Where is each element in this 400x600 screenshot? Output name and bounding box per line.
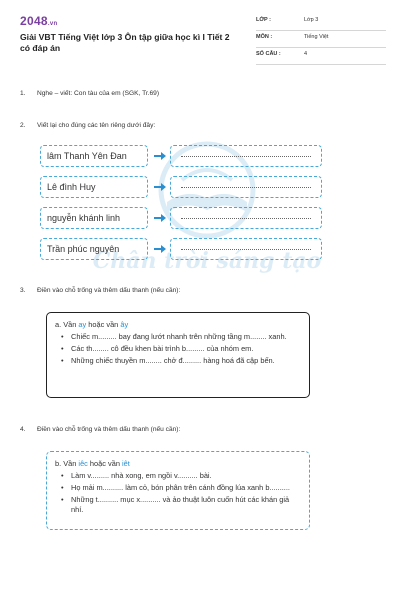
meta-row-count — [256, 48, 386, 65]
meta-label: MÔN : — [256, 34, 273, 40]
dotted-line — [181, 249, 311, 250]
document-title: Giải VBT Tiếng Việt lớp 3 Ôn tập giữa học kì I Tiết 2 có đáp án — [20, 32, 230, 53]
rhyme-2: ây — [120, 320, 129, 329]
meta-value: Lớp 3 — [304, 17, 319, 23]
question-4 — [20, 426, 180, 433]
name-box: nguyễn khánh linh — [40, 207, 148, 229]
question-number: 4. — [20, 426, 26, 433]
dotted-line — [181, 156, 311, 157]
dotted-line — [181, 218, 311, 219]
question-number: 1. — [20, 90, 26, 97]
question-2 — [20, 122, 155, 129]
heading-mid: hoặc vần — [87, 459, 122, 468]
name-box: Trần phúc nguyên — [40, 238, 148, 260]
question-3 — [20, 287, 180, 294]
exercise-heading — [55, 320, 301, 330]
meta-value: 4 — [304, 51, 308, 57]
meta-row-subject — [256, 31, 386, 48]
arrow-right-icon — [153, 151, 167, 161]
answer-field[interactable] — [170, 176, 322, 198]
rhyme-1: iêc — [78, 459, 88, 468]
exercise-heading — [55, 459, 301, 469]
exercise-box-b — [46, 451, 310, 530]
list-item: • Chiếc m......... bay đang lướt nhanh trên những tầng m........ xanh. — [55, 332, 301, 342]
question-text: Viết lại cho đúng các tên riêng dưới đây: — [37, 122, 156, 129]
name-box: Lê đình Huy — [40, 176, 148, 198]
rhyme-2: iêt — [121, 459, 130, 468]
meta-label: SỐ CÂU : — [256, 51, 281, 57]
name-row-1 — [40, 145, 322, 167]
rhyme-1: ay — [78, 320, 87, 329]
question-text: Điền vào chỗ trống và thêm dấu thanh (nếu cần): — [37, 426, 181, 433]
document-header — [20, 14, 385, 74]
list-item: • Các th........ cô đều khen bài trình b......... của nhóm em. — [55, 344, 301, 354]
site-logo[interactable] — [20, 14, 57, 28]
meta-table — [256, 14, 386, 65]
answer-field[interactable] — [170, 238, 322, 260]
answer-field[interactable] — [170, 145, 322, 167]
exercise-box-a — [46, 312, 310, 398]
name-row-4 — [40, 238, 322, 260]
meta-value: Tiếng Việt — [304, 34, 329, 40]
name-row-2 — [40, 176, 322, 198]
dotted-line — [181, 187, 311, 188]
arrow-right-icon — [153, 182, 167, 192]
question-text: Điền vào chỗ trống và thêm dấu thanh (nếu cần): — [37, 287, 181, 294]
exercise-list — [55, 471, 301, 515]
list-item: • Họ mải m.......... làm cỏ, bón phân trên cánh đồng lúa xanh b.......... — [55, 483, 301, 493]
exercise-list — [55, 332, 301, 366]
meta-row-grade — [256, 14, 386, 31]
watermark-text: Chân trời sáng tạo — [92, 248, 322, 274]
logo-main: 2048 — [20, 14, 48, 28]
logo-suffix: .vn — [47, 21, 58, 27]
heading-mid: hoặc vần — [86, 320, 121, 329]
arrow-right-icon — [153, 244, 167, 254]
list-item: • Những chiếc thuyền m........ chở đ......... hàng hoá đã cập bến. — [55, 356, 301, 366]
name-row-3 — [40, 207, 322, 229]
list-item: • Làm v......... nhà xong, em ngồi v.......... bài. — [55, 471, 301, 481]
heading-prefix: b. Vần — [55, 459, 79, 468]
question-number: 2. — [20, 122, 26, 129]
question-number: 3. — [20, 287, 26, 294]
answer-field[interactable] — [170, 207, 322, 229]
name-box: lâm Thanh Yên Đan — [40, 145, 148, 167]
meta-label: LỚP : — [256, 17, 271, 23]
question-text: Nghe – viết: Con tàu của em (SGK, Tr.69) — [37, 90, 160, 97]
question-1 — [20, 90, 159, 97]
list-item: • Những t.......... mục x.......... và ảo thuật luôn cuốn hút các khán giả nhí. — [55, 495, 301, 515]
arrow-right-icon — [153, 213, 167, 223]
heading-prefix: a. Vần — [55, 320, 79, 329]
